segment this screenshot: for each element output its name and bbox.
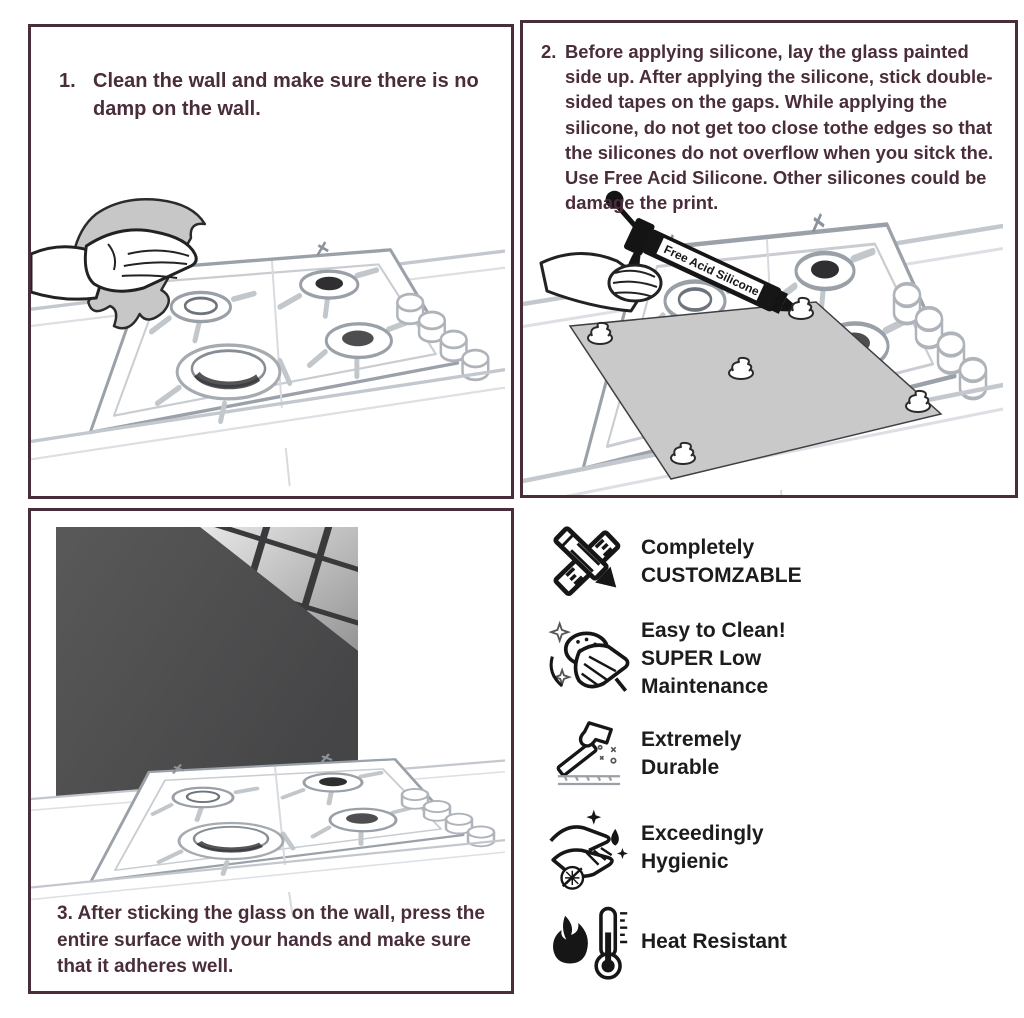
feature-label-line: Heat Resistant <box>641 930 787 954</box>
step-body: Clean the wall and make sure there is no damp on the wall. <box>93 70 479 121</box>
feature-label-line: SUPER Low <box>641 647 762 671</box>
feature-list <box>537 514 1015 988</box>
step-number: 3. <box>57 903 73 924</box>
feature-label-line: Completely <box>641 536 755 560</box>
feature-label-line: Maintenance <box>641 674 769 698</box>
feature-label-line: Extremely <box>641 728 742 752</box>
feature-label-line: Easy to Clean! <box>641 619 786 643</box>
step-number: 2. <box>541 41 557 62</box>
feature-label-line: CUSTOMZABLE <box>641 564 802 587</box>
feature-label-line: Durable <box>641 756 720 779</box>
hand-on-gun <box>609 265 661 301</box>
wipe-wall-illustration <box>31 166 505 496</box>
hand-washing-icon <box>537 805 641 891</box>
step1-panel <box>28 24 514 499</box>
step2-panel <box>520 20 1018 498</box>
silicone-gun-label: Free Acid Silicone <box>661 242 762 299</box>
step-number: 1. <box>59 70 76 92</box>
feature-easy-to-clean <box>537 610 1015 708</box>
step3-text <box>57 901 501 981</box>
feature-hygienic <box>537 800 1015 896</box>
feature-customizable <box>537 514 1015 610</box>
flame-thermometer-icon <box>537 899 641 985</box>
step-body: Before applying silicone, lay the glass painted side up. After applying the silicone, stick double-sided tapes on the gaps. While applying the silicone, do not get too close tothe edges so that the silicones do not overflow when you sitck the. Use Free Acid Silicone. Other silicones could be damage the print. <box>565 41 994 214</box>
step2-text <box>541 39 1005 215</box>
feature-label-line: Exceedingly <box>641 822 764 846</box>
step-body: After sticking the glass on the wall, press the entire surface with your hands and make sure that it adheres well. <box>57 903 485 978</box>
step3-panel <box>28 508 514 994</box>
hammer-icon <box>537 714 641 794</box>
step1-text <box>59 67 493 124</box>
pencil-ruler-icon <box>537 520 641 604</box>
feature-durable <box>537 708 1015 800</box>
sponge-hand-icon <box>537 615 641 703</box>
feature-heat-resistant <box>537 896 1015 988</box>
feature-label-line: Hygienic <box>641 850 729 873</box>
